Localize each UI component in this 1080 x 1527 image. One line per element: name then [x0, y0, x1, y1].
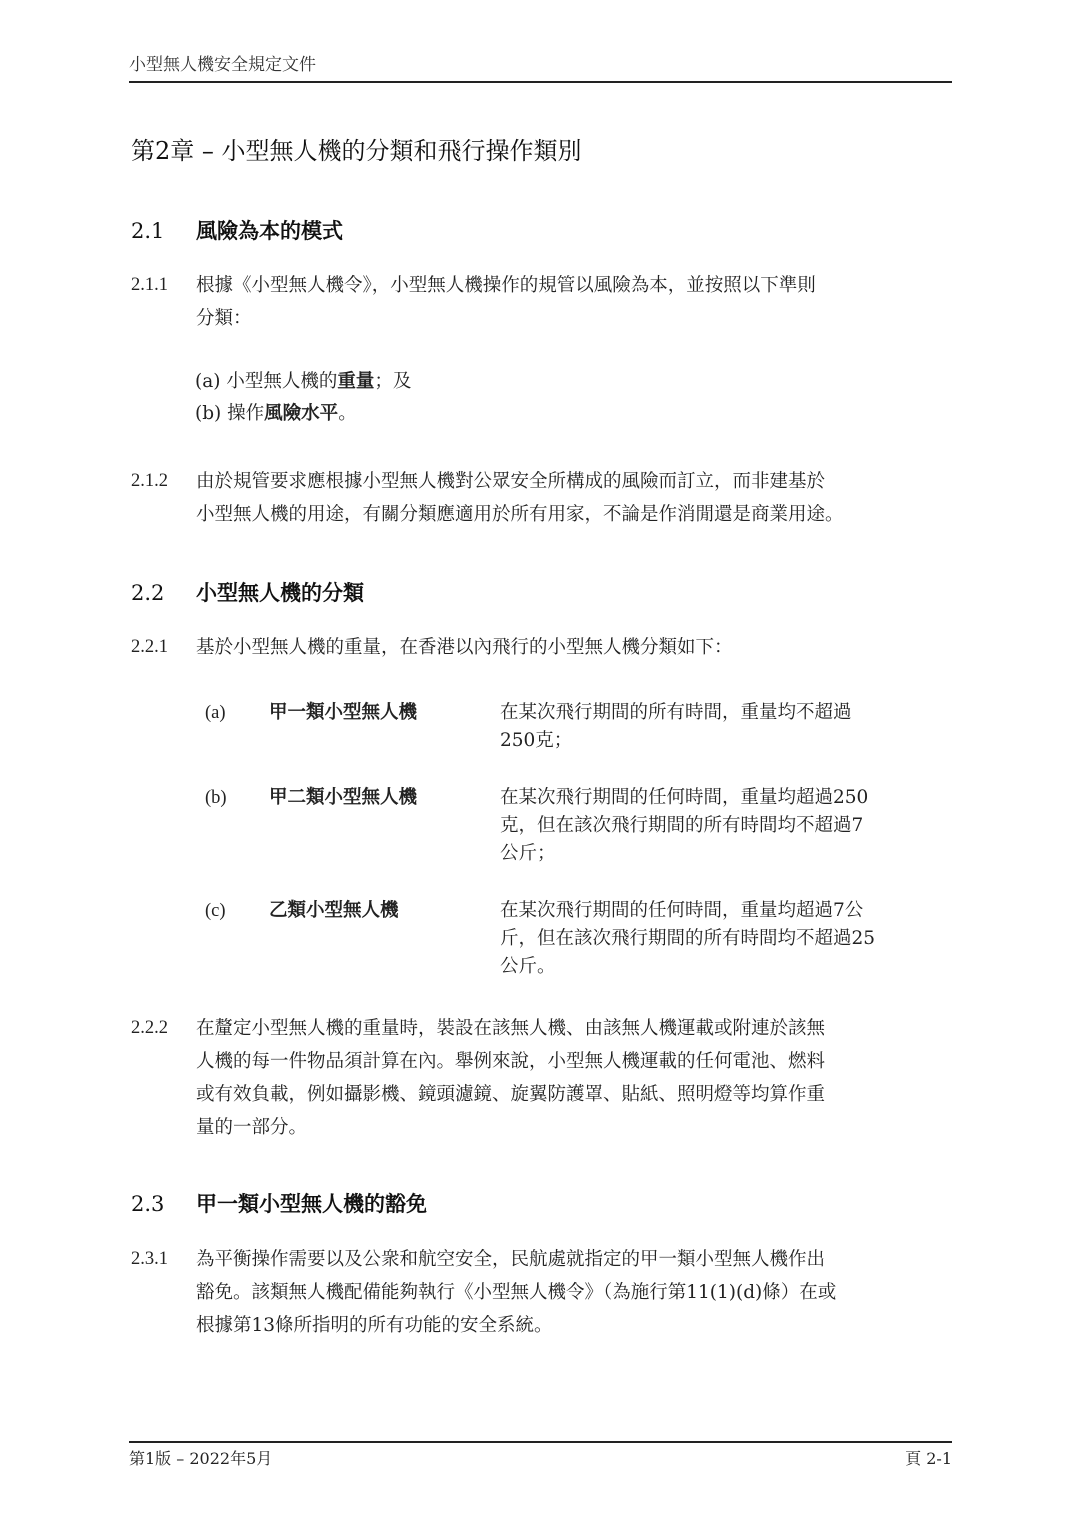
running-header: 小型無人機安全規定文件	[129, 55, 316, 75]
paragraph-number: 2.2.2	[131, 1018, 168, 1038]
paragraph-line: 量的一部分。	[196, 1117, 308, 1138]
section-number: 2.3	[131, 1192, 165, 1216]
section-title: 風險為本的模式	[196, 218, 343, 243]
class-name: 甲一類小型無人機	[269, 702, 418, 723]
paragraph-2-1-1	[131, 269, 953, 335]
page-number: 頁 2-1	[905, 1449, 952, 1468]
paragraph-line: 在釐定小型無人機的重量時，裝設在該無人機、由該無人機運載或附連於該無	[196, 1018, 826, 1039]
paragraph-line: 根據《小型無人機令》，小型無人機操作的規管以風險為本，並按照以下準則	[196, 275, 816, 296]
paragraph-line: 人機的每一件物品須計算在內。舉例來說，小型無人機運載的任何電池、燃料	[196, 1051, 826, 1072]
section-title: 甲一類小型無人機的豁免	[196, 1191, 427, 1216]
criteria-list	[195, 366, 411, 430]
paragraph-number: 2.2.1	[131, 637, 168, 657]
class-label: (b)	[205, 788, 227, 808]
class-label: (c)	[205, 901, 226, 921]
paragraph-line: 小型無人機的用途，有關分類應適用於所有用家，不論是作消閒還是商業用途。	[196, 504, 844, 525]
paragraph-line: 分類：	[196, 308, 252, 329]
class-description: 在某次飛行期間的任何時間，重量均超過250 克，但在該次飛行期間的所有時間均不超過7 公斤；	[500, 787, 869, 864]
footer-divider	[129, 1441, 952, 1443]
paragraph-line: 根據第13條所指明的所有功能的安全系統。	[196, 1315, 553, 1336]
class-description: 在某次飛行期間的所有時間，重量均不超過 250克；	[500, 702, 852, 751]
paragraph-2-3-1	[131, 1243, 953, 1342]
paragraph-line: 或有效負載，例如攝影機、鏡頭濾鏡、旋翼防護罩、貼紙、照明燈等均算作重	[196, 1084, 826, 1105]
section-number: 2.2	[131, 581, 165, 605]
paragraph-line: 基於小型無人機的重量，在香港以內飛行的小型無人機分類如下：	[196, 637, 733, 658]
paragraph-line: 豁免。該類無人機配備能夠執行《小型無人機令》（為施行第11(1)(d)條）在或	[196, 1282, 837, 1303]
paragraph-2-2-1	[131, 631, 953, 664]
paragraph-line: 為平衡操作需要以及公衆和航空安全，民航處就指定的甲一類小型無人機作出	[196, 1249, 826, 1270]
chapter-title: 第2章 – 小型無人機的分類和飛行操作類別	[131, 137, 582, 165]
list-item: (a) 小型無人機的重量；及	[195, 371, 412, 392]
edition-label: 第1版 – 2022年5月	[129, 1449, 273, 1468]
section-number: 2.1	[131, 219, 165, 243]
paragraph-line: 由於規管要求應根據小型無人機對公眾安全所構成的風險而訂立，而非建基於	[196, 471, 826, 492]
header-divider	[129, 81, 952, 83]
class-name: 甲二類小型無人機	[269, 787, 418, 808]
section-2-2-heading	[131, 577, 364, 607]
paragraph-number: 2.3.1	[131, 1249, 168, 1269]
section-2-3-heading	[131, 1188, 427, 1218]
class-description: 在某次飛行期間的任何時間，重量均超過7公 斤，但在該次飛行期間的所有時間均不超過25 公斤。	[500, 900, 876, 977]
paragraph-2-2-2	[131, 1012, 953, 1144]
section-2-1-heading	[131, 215, 343, 245]
class-name: 乙類小型無人機	[269, 900, 399, 921]
list-item: (b) 操作風險水平。	[195, 403, 357, 424]
paragraph-number: 2.1.2	[131, 471, 168, 491]
paragraph-number: 2.1.1	[131, 275, 168, 295]
section-title: 小型無人機的分類	[196, 580, 364, 605]
paragraph-2-1-2	[131, 465, 953, 531]
class-label: (a)	[205, 703, 226, 723]
